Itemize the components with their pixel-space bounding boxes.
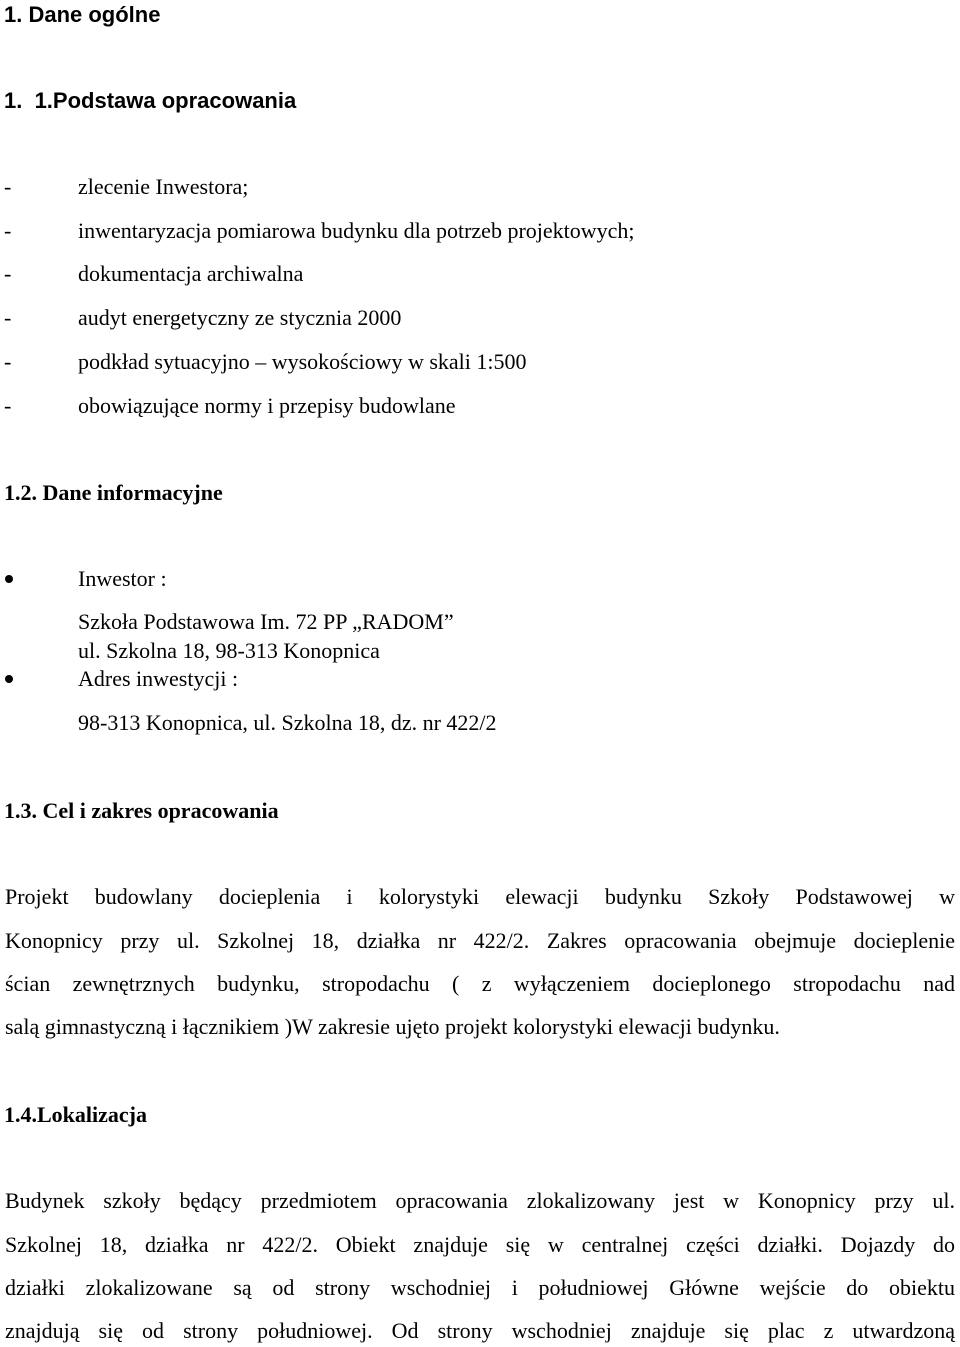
list-dash: - [4, 218, 12, 243]
list-dash: - [4, 305, 12, 330]
list-dash: - [4, 349, 12, 374]
list-item-text: dokumentacja archiwalna [78, 261, 304, 286]
section-1-heading: 1. Dane ogólne [4, 2, 161, 27]
list-item-text: zlecenie Inwestora; [78, 174, 249, 199]
section-1-1-heading: 1. 1.Podstawa opracowania [4, 88, 297, 113]
section-1-3-heading: 1.3. Cel i zakres opracowania [4, 798, 279, 823]
paragraph-line: Szkolnej 18, działka nr 422/2. Obiekt znajduje się w centralnej części działki. Dojazdy do [5, 1232, 955, 1257]
list-item-text: podkład sytuacyjno – wysokościowy w skali 1:500 [78, 349, 527, 374]
list-dash: - [4, 261, 12, 286]
paragraph-line: Budynek szkoły będący przedmiotem opracowania zlokalizowany jest w Konopnicy przy ul. [5, 1188, 955, 1213]
bullet-icon [5, 675, 13, 683]
investor-name: Szkoła Podstawowa Im. 72 PP „RADOM” [78, 609, 454, 634]
paragraph-line: salą gimnastyczną i łącznikiem )W zakresie ujęto projekt kolorystyki elewacji budynku. [5, 1014, 780, 1039]
site-label: Adres inwestycji : [78, 666, 239, 691]
paragraph-line: Konopnicy przy ul. Szkolnej 18, działka nr 422/2. Zakres opracowania obejmuje docieplenie [5, 928, 955, 953]
list-dash: - [4, 393, 12, 418]
bullet-icon [5, 575, 13, 583]
site-address: 98-313 Konopnica, ul. Szkolna 18, dz. nr 422/2 [78, 710, 497, 735]
paragraph-line: działki zlokalizowane są od strony wschodniej i południowej Główne wejście do obiektu [5, 1275, 955, 1300]
paragraph-line: ścian zewnętrznych budynku, stropodachu ( z wyłączeniem docieplonego stropodachu nad [5, 971, 955, 996]
investor-label: Inwestor : [78, 566, 167, 591]
investor-address: ul. Szkolna 18, 98-313 Konopnica [78, 638, 380, 663]
list-item-text: audyt energetyczny ze stycznia 2000 [78, 305, 402, 330]
list-item-text: inwentaryzacja pomiarowa budynku dla potrzeb projektowych; [78, 218, 635, 243]
paragraph-line: znajdują się od strony południowej. Od strony wschodniej znajduje się plac z utwardzoną [5, 1318, 955, 1343]
list-dash: - [4, 174, 12, 199]
section-1-4-heading: 1.4.Lokalizacja [4, 1102, 147, 1127]
paragraph-line: Projekt budowlany docieplenia i kolorystyki elewacji budynku Szkoły Podstawowej w [5, 884, 955, 909]
section-1-2-heading: 1.2. Dane informacyjne [4, 480, 223, 505]
list-item-text: obowiązujące normy i przepisy budowlane [78, 393, 456, 418]
